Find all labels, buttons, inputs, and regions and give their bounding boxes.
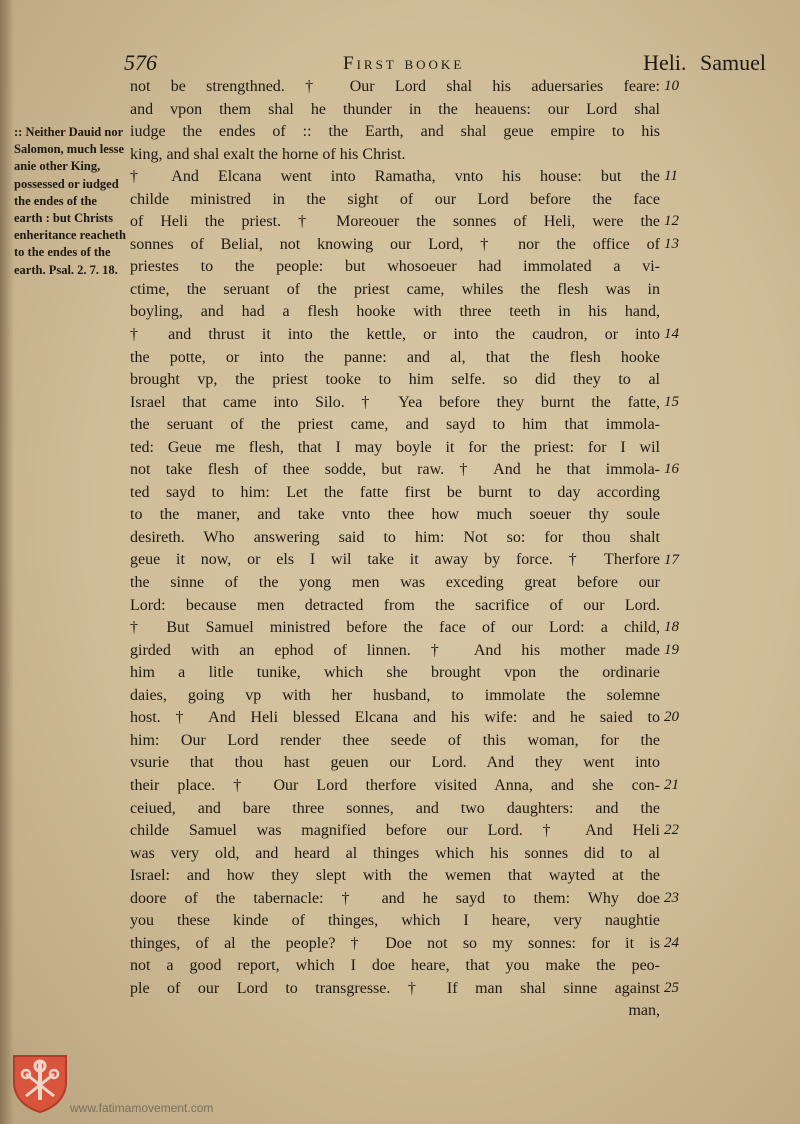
text-line: vsurie that thou hast geuen our Lord. And they went into bbox=[130, 754, 660, 772]
text-line: brought vp, the priest tooke to him selfe. so did they to al bbox=[130, 371, 660, 389]
text-line: † and thrust it into the kettle, or into the caudron, or into bbox=[130, 326, 660, 344]
text-line: ceiued, and bare three sonnes, and two daughters: and the bbox=[130, 799, 660, 817]
verse-number: 22 bbox=[664, 822, 679, 839]
text-line: the seruant of the priest came, and sayd to him that immola- bbox=[130, 416, 660, 434]
verse-number: 24 bbox=[664, 934, 679, 951]
page-number: 576 bbox=[124, 50, 157, 75]
text-line: of Heli the priest. † Moreouer the sonnes of Heli, were the bbox=[130, 213, 660, 231]
text-line: childe ministred in the sight of our Lord before the face bbox=[130, 190, 660, 208]
verse-number: 21 bbox=[664, 777, 679, 794]
text-line: not be strengthned. † Our Lord shal his aduersaries feare: bbox=[130, 78, 660, 95]
text-line: you these kinde of thinges, which I heare, very naughtie bbox=[130, 912, 660, 930]
text-line: childe Samuel was magnified before our Lord. † And Heli bbox=[130, 822, 660, 840]
watermark-url[interactable]: www.fatimamovement.com bbox=[70, 1101, 214, 1115]
text-line: ted: Geue me flesh, that I may boyle it for the priest: for I wil bbox=[130, 438, 660, 456]
text-line: ple of our Lord to transgresse. † If man shal sinne against bbox=[130, 979, 660, 997]
text-line: girded with an ephod of linnen. † And his mother made bbox=[130, 641, 660, 659]
verse-number: 13 bbox=[664, 235, 679, 252]
text-line: not take flesh of thee sodde, but raw. † And he that immola- bbox=[130, 461, 660, 479]
text-line: their place. † Our Lord therfore visited Anna, and she con- bbox=[130, 776, 660, 794]
text-line: king, and shal exalt the horne of his Christ. bbox=[130, 145, 406, 163]
verse-number: 17 bbox=[664, 551, 679, 568]
text-line: iudge the endes of :: the Earth, and shal geue empire to his bbox=[130, 123, 660, 141]
spine-shadow bbox=[0, 0, 14, 1124]
text-line: and vpon them shal he thunder in the heauens: our Lord shal bbox=[130, 100, 660, 118]
body-text bbox=[130, 76, 660, 1023]
text-line: him a litle tunike, which she brought vpon the ordinarie bbox=[130, 664, 660, 682]
verse-number: 25 bbox=[664, 980, 679, 996]
text-line: thinges, of al the people? † Doe not so my sonnes: for it is bbox=[130, 934, 660, 952]
verse-number: 16 bbox=[664, 461, 679, 478]
text-line: desireth. Who answering said to him: Not so: for thou shalt bbox=[130, 528, 660, 546]
verse-number: 12 bbox=[664, 213, 679, 230]
book-name: Heli. Samuel bbox=[643, 50, 766, 75]
text-line: was very old, and heard al thinges which his sonnes did to al bbox=[130, 844, 660, 862]
text-line: the sinne of the yong men was exceding great before our bbox=[130, 574, 660, 592]
text-line: ted sayd to him: Let the fatte first be burnt to day according bbox=[130, 483, 660, 501]
verse-number: 19 bbox=[664, 641, 679, 658]
text-line: geue it now, or els I wil take it away by force. † Therfore bbox=[130, 551, 660, 569]
verse-number: 20 bbox=[664, 709, 679, 726]
verse-number: 11 bbox=[664, 168, 678, 185]
verse-number: 23 bbox=[664, 889, 679, 906]
verse-number: 15 bbox=[664, 393, 679, 410]
text-line: doore of the tabernacle: † and he sayd to them: Why doe bbox=[130, 889, 660, 907]
text-line: † And Elcana went into Ramatha, vnto his house: but the bbox=[130, 168, 660, 186]
text-line: not a good report, which I doe heare, that you make the peo- bbox=[130, 957, 660, 975]
text-line: to the maner, and take vnto thee how much soeuer thy soule bbox=[130, 506, 660, 524]
text-line: host. † And Heli blessed Elcana and his wife: and he saied to bbox=[130, 709, 660, 727]
papal-keys-shield-icon bbox=[10, 1052, 70, 1114]
text-line: Israel that came into Silo. † Yea before they burnt the fatte, bbox=[130, 393, 660, 411]
text-line: Israel: and how they slept with the wemen that wayted at the bbox=[130, 867, 660, 885]
text-line: ctime, the seruant of the priest came, whiles the flesh was in bbox=[130, 280, 660, 298]
verse-number: 10 bbox=[664, 78, 679, 94]
text-line: Lord: because men detracted from the sacrifice of our Lord. bbox=[130, 596, 660, 614]
verse-number: 14 bbox=[664, 326, 679, 343]
text-line: sonnes of Belial, not knowing our Lord, † nor the office of bbox=[130, 235, 660, 253]
marginal-note: :: Neither Dauid nor Salomon, much lesse anie other King, possessed or iudged the endes of the earth : but Christs enheritance reacheth to the endes of the earth. Psal. 2. 7. 18. bbox=[14, 125, 126, 277]
verse-number: 18 bbox=[664, 619, 679, 636]
text-line: priestes to the people: but whosoeuer had immolated a vi- bbox=[130, 258, 660, 276]
running-title: First booke bbox=[343, 53, 465, 74]
text-line: him: Our Lord render thee seede of this woman, for the bbox=[130, 731, 660, 749]
text-line: † But Samuel ministred before the face of our Lord: a child, bbox=[130, 619, 660, 637]
text-line: man, bbox=[628, 1002, 660, 1020]
text-line: boyling, and had a flesh hooke with three teeth in his hand, bbox=[130, 303, 660, 321]
text-line: the potte, or into the panne: and al, that the flesh hooke bbox=[130, 348, 660, 366]
text-line: daies, going vp with her husband, to immolate the solemne bbox=[130, 686, 660, 704]
